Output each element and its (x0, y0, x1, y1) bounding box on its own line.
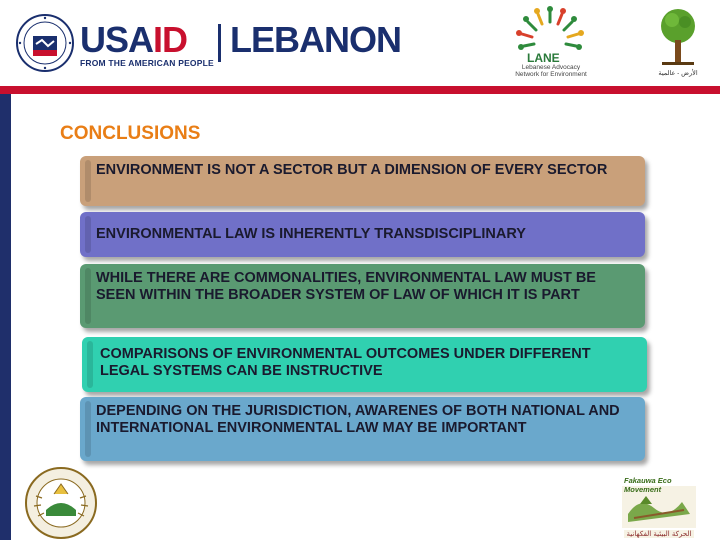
usaid-wordmark: USAID (80, 19, 188, 60)
eco-movement-title: Fakauwa Eco Movement (624, 476, 672, 494)
left-accent-stripe (0, 94, 11, 540)
tree-logo-caption: الأرض - عالمية (658, 70, 698, 77)
tree-logo-icon (652, 4, 704, 74)
lebanon-wordmark: LEBANON (230, 19, 401, 60)
slide-title: CONCLUSIONS (60, 123, 201, 144)
conclusion-point-1: ENVIRONMENT IS NOT A SECTOR BUT A DIMENSION OF EVERY SECTOR (80, 156, 645, 206)
header-divider (218, 24, 221, 62)
svg-text:الحركة البيئية الفكهانية: الحركة البيئية الفكهانية (626, 530, 692, 538)
slide-header (0, 0, 720, 86)
university-seal-icon (24, 466, 98, 540)
header-red-rule (0, 86, 720, 94)
conclusion-point-5: DEPENDING ON THE JURISDICTION, AWARENES OF BOTH NATIONAL AND INTERNATIONAL ENVIRONMENTAL LAW MAY BE IMPORTANT (80, 397, 645, 461)
conclusion-point-4: COMPARISONS OF ENVIRONMENTAL OUTCOMES UNDER DIFFERENT LEGAL SYSTEMS CAN BE INSTRUCTIVE (82, 337, 647, 392)
lane-subtitle: Lebanese Advocacy Network for Environment (515, 64, 587, 78)
conclusion-point-3: WHILE THERE ARE COMMONALITIES, ENVIRONMENTAL LAW MUST BE SEEN WITHIN THE BROADER SYSTEM OF LAW OF WHICH IT IS PART (80, 264, 645, 328)
usaid-tagline: FROM THE AMERICAN PEOPLE (80, 58, 214, 68)
lane-name: LANE (527, 51, 560, 65)
conclusion-point-2: ENVIRONMENTAL LAW IS INHERENTLY TRANSDISCIPLINARY (80, 212, 645, 257)
usaid-seal-icon (16, 14, 74, 72)
